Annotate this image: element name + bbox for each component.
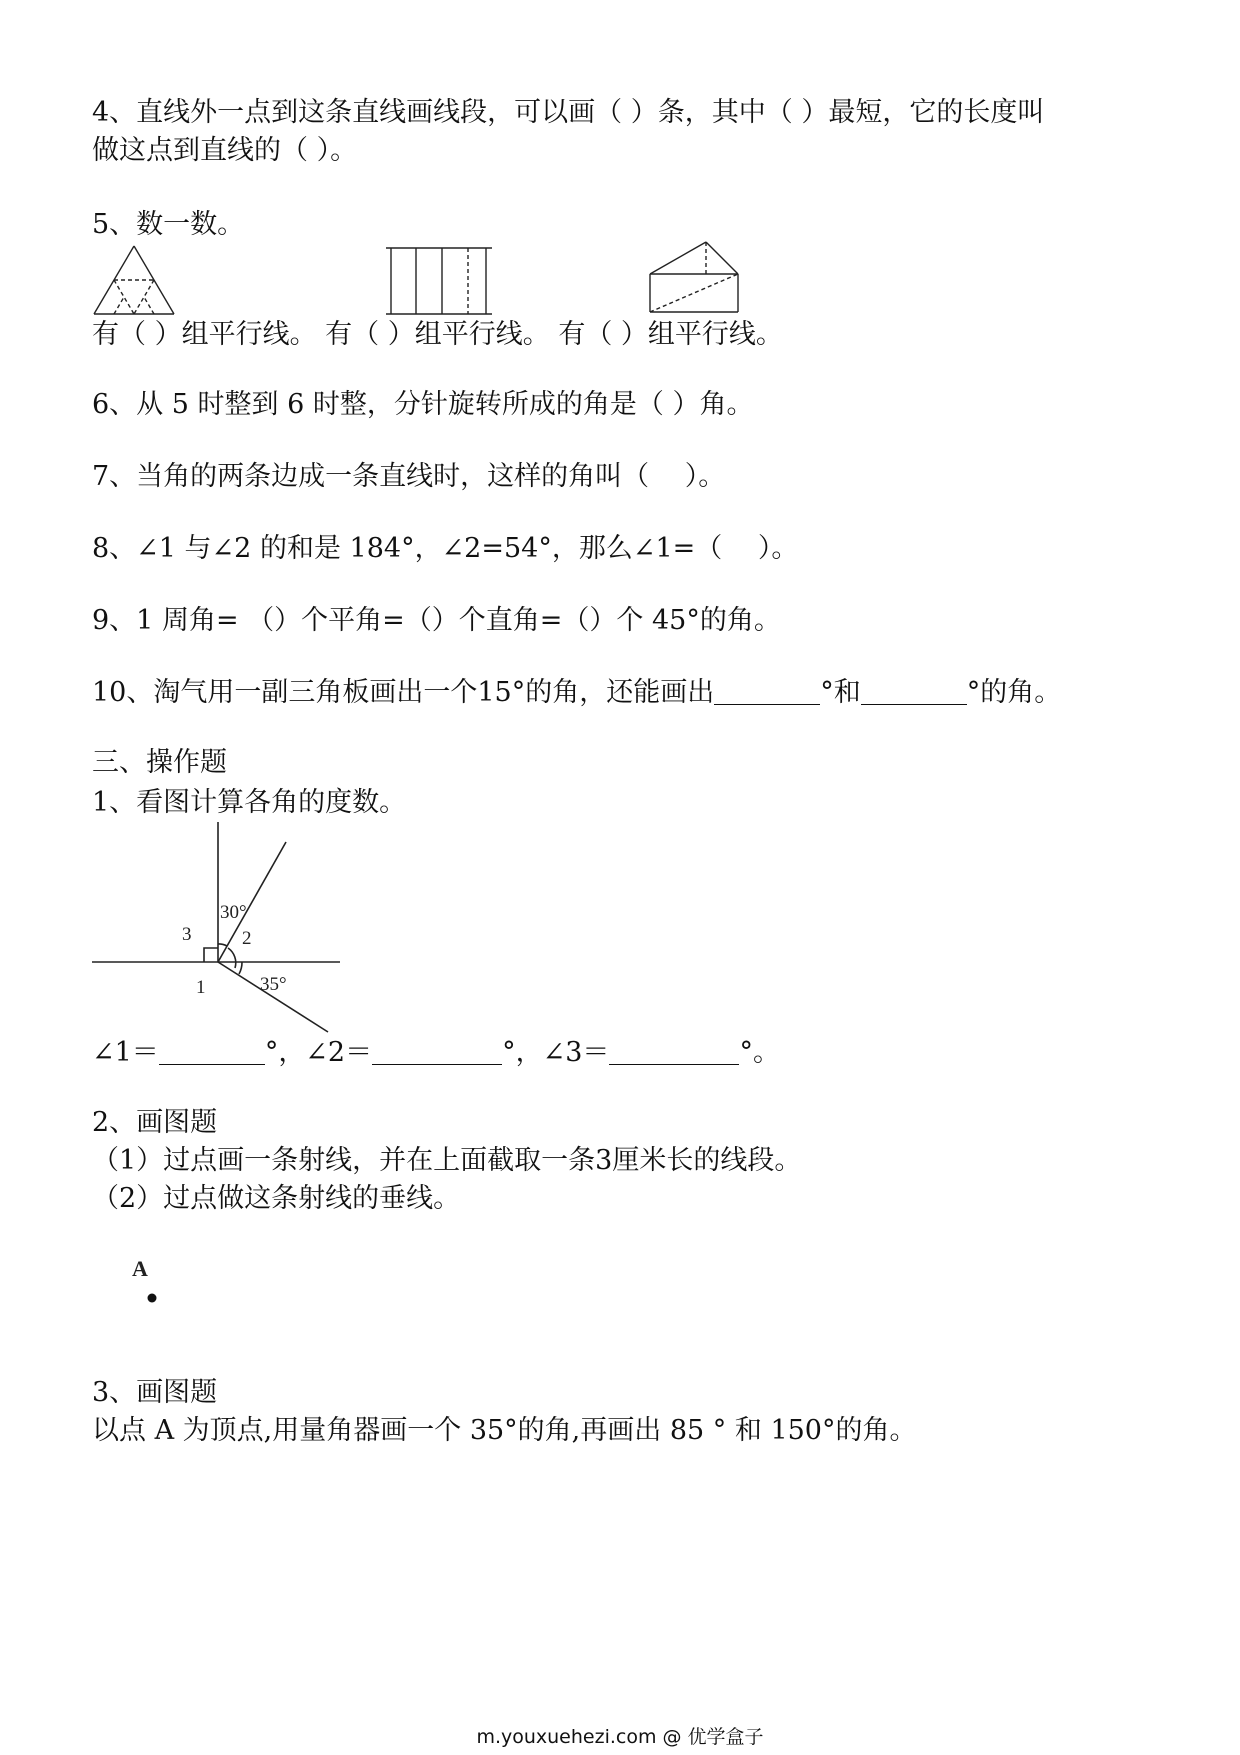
q10-text-3: °的角。 xyxy=(966,677,1062,708)
q10-blank-1[interactable] xyxy=(714,680,820,705)
op-q3-title: 3、画图题 xyxy=(92,1377,218,1408)
angle-figure xyxy=(90,820,350,1050)
ans-angle-2-label: °，∠2＝ xyxy=(264,1037,373,1068)
q6: 6、从 5 时整到 6 时整，分针旋转所成的角是（ ）角。 xyxy=(92,389,754,420)
op-q2-line-2: （2）过点做这条射线的垂线。 xyxy=(92,1183,461,1214)
triangle-figure xyxy=(92,244,176,316)
q9: 9、1 周角= （）个平角=（）个直角=（）个 45°的角。 xyxy=(92,605,781,636)
arc-35 xyxy=(239,962,242,974)
ans-angle-3-label: °，∠3＝ xyxy=(502,1037,610,1068)
label-35: 35° xyxy=(260,974,287,995)
point-a-dot xyxy=(148,1294,157,1303)
footer: m.youxuehezi.com @ 优学盒子 xyxy=(476,1726,764,1748)
q5-title: 5、数一数。 xyxy=(92,209,245,240)
arc-30 xyxy=(218,944,227,946)
label-angle-1: 1 xyxy=(196,977,206,998)
arc-2 xyxy=(228,948,236,968)
op-q2-title: 2、画图题 xyxy=(92,1107,218,1138)
q10-text-1: 10、淘气用一副三角板画出一个15°的角，还能画出 xyxy=(92,677,715,708)
op-q1-answer xyxy=(92,1036,780,1070)
label-angle-2: 2 xyxy=(242,928,252,949)
op-q3-text: 以点 A 为顶点,用量角器画一个 35°的角,再画出 85 ° 和 150°的角。 xyxy=(92,1415,917,1446)
prism-figure xyxy=(646,238,742,316)
section3-title: 三、操作题 xyxy=(92,747,227,778)
q4-line-1: 4、直线外一点到这条直线画线段，可以画（ ）条，其中（ ）最短，它的长度叫 xyxy=(92,97,1045,128)
rectangle-strips-figure xyxy=(384,244,494,316)
label-30: 30° xyxy=(220,902,247,923)
op-q2-line-1: （1）过点画一条射线，并在上面截取一条3厘米长的线段。 xyxy=(92,1145,802,1176)
ans-angle-1-blank[interactable] xyxy=(159,1040,265,1065)
ray-35 xyxy=(218,962,328,1032)
q8: 8、∠1 与∠2 的和是 184°，∠2=54°，那么∠1=（ ）。 xyxy=(92,533,799,564)
point-a-label: A xyxy=(132,1256,148,1281)
ans-angle-2-blank[interactable] xyxy=(372,1040,502,1065)
ans-end: °。 xyxy=(739,1037,780,1068)
ans-angle-3-blank[interactable] xyxy=(609,1040,739,1065)
op-q1-title: 1、看图计算各角的度数。 xyxy=(92,787,407,818)
label-angle-3: 3 xyxy=(182,924,192,945)
q10-blank-2[interactable] xyxy=(861,680,967,705)
q4-line-2: 做这点到直线的（ ）。 xyxy=(92,135,358,166)
q10 xyxy=(92,676,1061,710)
point-a-figure xyxy=(130,1254,170,1310)
q10-text-2: °和 xyxy=(820,677,861,708)
q7: 7、当角的两条边成一条直线时，这样的角叫（ ）。 xyxy=(92,461,726,492)
right-angle-mark xyxy=(204,948,218,962)
ans-angle-1-label: ∠1＝ xyxy=(92,1037,159,1068)
q5-answer: 有（ ）组平行线。 有（ ）组平行线。 有（ ）组平行线。 xyxy=(92,319,783,350)
